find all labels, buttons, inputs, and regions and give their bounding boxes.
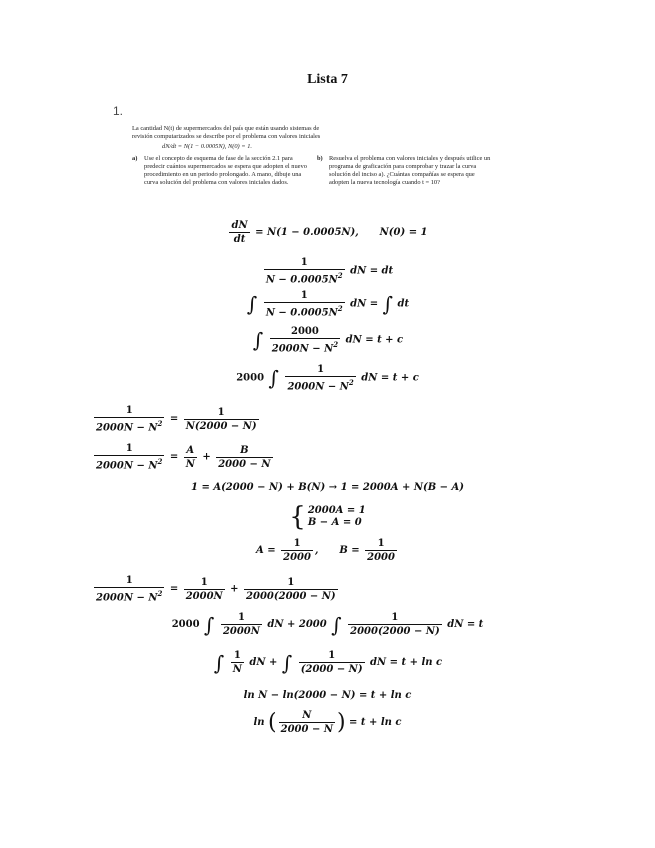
equation-1: $\frac{dN}{dt}$ = N(1 − 0.0005N), N(0) = 1 bbox=[231, 220, 428, 245]
part-b-label: b) bbox=[317, 155, 323, 162]
equation-13: ∫ $\frac{1}{N}$ dN + ∫ $\frac{1}{(2000 - N)}$ dN = t + ln c bbox=[213, 650, 443, 675]
problem-statement-image bbox=[132, 125, 497, 220]
part-a-text: Use el concepto de esquema de fase de la sección 2.1 para predecir cuántos supermercados se espera que adopten el nuevo procedimiento en un periodo prolongado. A mano, dibuje una curva solución del problema con valores iniciales dados. bbox=[144, 155, 307, 186]
item-number: 1. bbox=[113, 104, 124, 118]
equation-14: ln N − ln(2000 − N) = t + ln c bbox=[243, 690, 412, 701]
problem-intro: La cantidad N(t) de supermercados del país que están usando sistemas de revisión computarizados se describe por el problema con valores iniciales bbox=[132, 125, 321, 140]
equation-6: $\frac{1}{2000N - N^2}$ = $\frac{1}{N(2000 - N)}$ bbox=[96, 405, 257, 434]
equation-5: 2000 ∫ $\frac{1}{2000N - N^2}$ dN = t + c bbox=[236, 364, 419, 393]
equation-7: $\frac{1}{2000N - N^2}$ = $\frac{A}{N}$ + $\frac{B}{2000 - N}$ bbox=[96, 443, 271, 472]
part-b bbox=[317, 155, 492, 187]
equation-2: $\frac{1}{N - 0.0005N^2}$ dN = dt bbox=[265, 257, 394, 286]
equation-3: ∫ $\frac{1}{N - 0.0005N^2}$ dN = ∫ dt bbox=[246, 290, 410, 319]
page-title: Lista 7 bbox=[307, 72, 348, 87]
part-b-text: Resuelva el problema con valores iniciales y después utilice un programa de graficación para comprobar y trazar la curva solución del inciso a). ¿Cuántas compañías se espera que adopten la nueva tecnología cuando t = 10? bbox=[329, 155, 491, 186]
equation-4: ∫ $\frac{2000}{2000N - N^2}$ dN = t + c bbox=[252, 326, 404, 355]
part-a bbox=[132, 155, 307, 187]
equation-9-system: { 2000A = 1 B − A = 0 bbox=[289, 502, 366, 532]
equation-10: A = $\frac{1}{2000}$ , B = $\frac{1}{2000}$ bbox=[256, 538, 395, 563]
equation-11: $\frac{1}{2000N - N^2}$ = $\frac{1}{2000N}$ + $\frac{1}{2000(2000 - N)}$ bbox=[96, 575, 336, 604]
equation-12: 2000 ∫ $\frac{1}{2000N}$ dN + 2000 ∫ $\frac{1}{2000(2000 - N)}$ dN = t bbox=[171, 612, 484, 637]
part-a-label: a) bbox=[132, 155, 138, 162]
equation-15: ln ( $\frac{N}{2000 - N}$ ) = t + ln c bbox=[253, 710, 402, 735]
equation-8: 1 = A(2000 − N) + B(N) → 1 = 2000A + N(B − A) bbox=[191, 482, 464, 493]
problem-ode: dN/dt = N(1 − 0.0005N), N(0) = 1. bbox=[162, 143, 252, 150]
